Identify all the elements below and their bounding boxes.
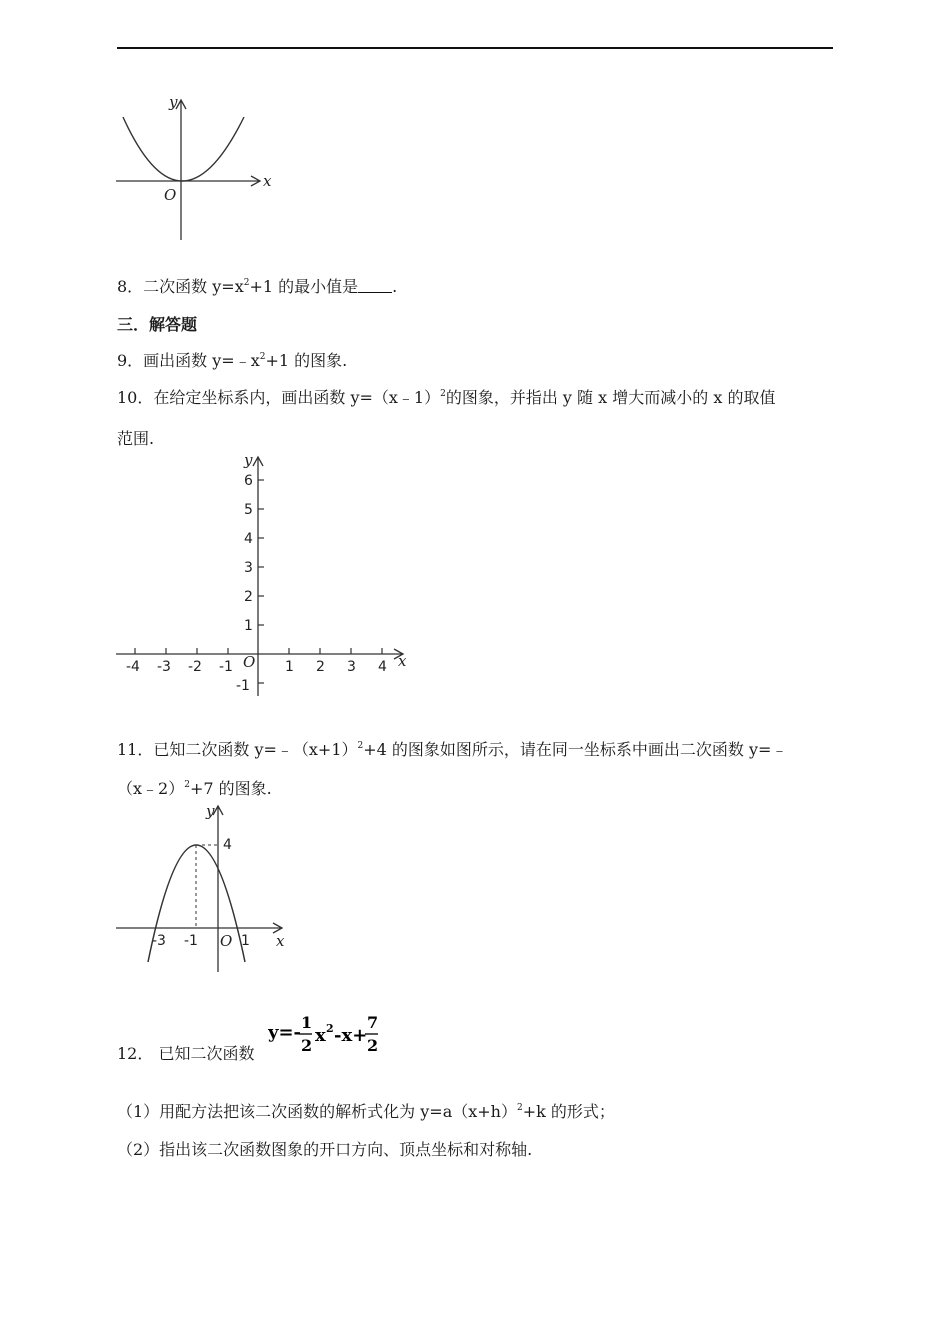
x-axis-label: x (276, 932, 285, 950)
fraction-denominator: 2 (367, 1036, 379, 1055)
x-axis-label: x (263, 172, 272, 190)
q12-part1-suffix: +k 的形式； (522, 1102, 615, 1121)
q10-suffix: 的图象，并指出 y 随 x 增大而减小的 x 的取值 (445, 388, 776, 407)
question-10-line2: 范围. (117, 429, 155, 448)
coordinate-grid-svg (110, 450, 420, 700)
q8-middle: +1 的最小值是 (249, 277, 359, 296)
question-10-line1 (117, 385, 775, 408)
parabola-down-svg (110, 800, 300, 980)
answer-blank[interactable] (358, 279, 392, 293)
x-tick-label: 4 (378, 659, 387, 675)
x-tick-label: -2 (188, 659, 202, 675)
q11-line2-prefix: （x﹣2） (117, 779, 185, 798)
figure-parabola-down (110, 800, 300, 980)
y-axis-label: y (169, 93, 178, 111)
question-12-part1 (117, 1099, 615, 1122)
formula-exp: 2 (326, 1022, 334, 1035)
y-tick-label: -1 (236, 678, 250, 694)
vertex-y-label: 4 (223, 837, 232, 853)
q11-exp: 2 (357, 741, 364, 751)
origin-label: O (243, 653, 256, 671)
q8-exp: 2 (243, 278, 250, 288)
q9-suffix: +1 的图象. (265, 351, 348, 370)
q12-part1-exp: 2 (517, 1103, 523, 1113)
q10-prefix: 10．在给定坐标系内，画出函数 y=（x﹣1） (117, 388, 441, 407)
y-tick-marks (258, 480, 264, 683)
x-tick-label: -3 (157, 659, 171, 675)
y-axis-label: y (206, 802, 215, 820)
fraction-numerator: 1 (301, 1013, 313, 1032)
y-axis-label: y (244, 451, 253, 469)
parabola-up-svg (110, 92, 280, 247)
formula-middle: -x+ (334, 1025, 368, 1046)
q8-prefix: 8．二次函数 y=x (117, 277, 244, 296)
q11-prefix: 11．已知二次函数 y=﹣（x+1） (117, 740, 358, 759)
q9-exp: 2 (259, 352, 266, 362)
q12-part1-prefix: （1）用配方法把该二次函数的解析式化为 y=a（x+h） (117, 1102, 517, 1121)
x-tick-label: 1 (285, 659, 294, 675)
y-tick-label: 1 (244, 618, 253, 634)
question-8 (117, 274, 397, 297)
origin-label: O (220, 932, 233, 950)
y-tick-label: 5 (244, 502, 253, 518)
figure-coordinate-grid (110, 450, 420, 700)
question-12: 12． 已知二次函数 (117, 1044, 255, 1063)
origin-label: O (164, 186, 177, 204)
fraction-denominator: 2 (301, 1036, 313, 1055)
root-label: -3 (152, 933, 166, 949)
header-rule (117, 47, 833, 49)
question-12-part2: （2）指出该二次函数图象的开口方向、顶点坐标和对称轴. (117, 1140, 533, 1159)
question-11-line2 (117, 776, 272, 799)
q10-exp: 2 (440, 389, 446, 399)
x-tick-label: 2 (316, 659, 325, 675)
question-9 (117, 348, 347, 371)
q11-exp2: 2 (184, 780, 190, 790)
q11-suffix: +4 的图象如图所示，请在同一坐标系中画出二次函数 y=﹣ (363, 740, 788, 759)
y-tick-label: 4 (244, 531, 253, 547)
question-11-line1 (117, 737, 787, 760)
vertex-x-label: -1 (184, 933, 198, 949)
x-axis-label: x (398, 652, 407, 670)
formula-x: x (315, 1025, 326, 1046)
y-tick-label: 2 (244, 589, 253, 605)
root-label: 1 (241, 933, 250, 949)
x-tick-label: -1 (219, 659, 233, 675)
y-tick-label: 6 (244, 473, 253, 489)
q8-suffix: . (392, 277, 398, 296)
fraction-numerator: 7 (367, 1013, 379, 1032)
y-tick-label: 3 (244, 560, 253, 576)
q12-formula (268, 1013, 388, 1064)
formula-svg (268, 1013, 388, 1059)
parabola-curve (123, 117, 244, 181)
figure-parabola-up (110, 92, 280, 247)
x-tick-label: 3 (347, 659, 356, 675)
x-tick-label: -4 (126, 659, 140, 675)
q9-prefix: 9．画出函数 y=﹣x (117, 351, 260, 370)
q11-line2-suffix: +7 的图象. (189, 779, 272, 798)
formula-y: y=- (268, 1022, 302, 1043)
section-title: 三．解答题 (117, 315, 198, 334)
